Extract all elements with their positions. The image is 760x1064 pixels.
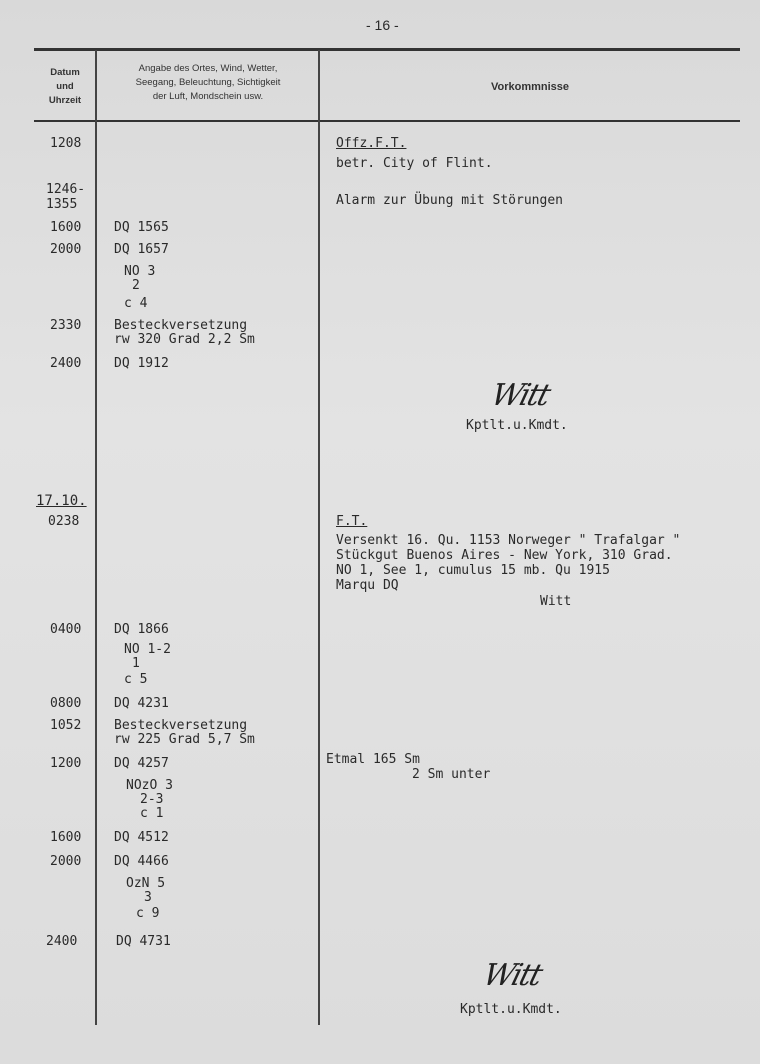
sea-line: 3 — [144, 890, 152, 905]
header-events: Vorkommnisse — [490, 81, 570, 93]
time-2000: 2000 — [50, 242, 82, 257]
time-2400: 2400 — [50, 356, 82, 371]
event-line: Marqu DQ — [336, 578, 399, 593]
date-heading: 17.10. — [36, 493, 87, 509]
header-date-time: Datum und Uhrzeit — [48, 67, 82, 106]
sea-line: 2 — [132, 278, 140, 293]
position-line: DQ 1657 — [114, 242, 169, 257]
cloud-line: c 5 — [124, 672, 148, 687]
event-line: Stückgut Buenos Aires - New York, 310 Grad. — [336, 548, 673, 563]
header-location-weather: Angabe des Ortes, Wind, Wetter, Seegang, Beleuchtung, Sichtigkeit der Luft, Mondschein usw. — [135, 63, 281, 102]
position-line: DQ 4257 — [114, 756, 169, 771]
position-line: Besteckversetzung — [114, 318, 248, 333]
time-1208: 1208 — [50, 136, 82, 151]
position-line: Besteckversetzung — [114, 718, 248, 733]
signature-title: Kptlt.u.Kmdt. — [466, 418, 568, 433]
time-0400: 0400 — [50, 622, 82, 637]
table-top-rule — [34, 48, 740, 51]
event-sign: Witt — [540, 594, 572, 609]
event-line: Etmal 165 Sm — [326, 752, 420, 767]
time-1052: 1052 — [50, 718, 82, 733]
cloud-line: c 4 — [124, 296, 148, 311]
time-1200: 1200 — [50, 756, 82, 771]
sea-line: 1 — [132, 656, 140, 671]
position-line: DQ 4231 — [114, 696, 169, 711]
position-line: DQ 4512 — [114, 830, 169, 845]
page-number: - 16 - — [366, 17, 399, 33]
wind-line: NO 1-2 — [124, 642, 171, 657]
position-line: rw 225 Grad 5,7 Sm — [114, 732, 255, 747]
position-line: DQ 1912 — [114, 356, 169, 371]
time-1600: 1600 — [50, 220, 82, 235]
cloud-line: c 9 — [136, 906, 160, 921]
position-line: DQ 1565 — [114, 220, 169, 235]
signature-title: Kptlt.u.Kmdt. — [460, 1002, 562, 1017]
signature: Witt — [487, 378, 553, 413]
position-line: DQ 4466 — [114, 854, 169, 869]
event-line: 2 Sm unter — [412, 767, 491, 782]
time-0800: 0800 — [50, 696, 82, 711]
time-2400: 2400 — [46, 934, 78, 949]
position-line: DQ 1866 — [114, 622, 169, 637]
event-line: betr. City of Flint. — [336, 156, 493, 171]
time-1246: 1246- 1355 — [46, 182, 86, 212]
time-0238: 0238 — [48, 514, 80, 529]
wind-line: NO 3 — [124, 264, 156, 279]
wind-line: NOzO 3 — [126, 778, 173, 793]
sea-line: 2-3 — [140, 792, 164, 807]
time-2000: 2000 — [50, 854, 82, 869]
signature: Witt — [479, 958, 545, 993]
event-line: NO 1, See 1, cumulus 15 mb. Qu 1915 — [336, 563, 610, 578]
event-line: Offz.F.T. — [336, 136, 407, 151]
table-header-rule — [34, 120, 740, 122]
wind-line: OzN 5 — [126, 876, 166, 891]
time-1600: 1600 — [50, 830, 82, 845]
position-line: DQ 4731 — [116, 934, 171, 949]
event-line: Alarm zur Übung mit Störungen — [336, 193, 563, 208]
position-line: rw 320 Grad 2,2 Sm — [114, 332, 255, 347]
column-divider-2 — [318, 50, 320, 1025]
event-line: Versenkt 16. Qu. 1153 Norweger " Trafalgar " — [336, 533, 681, 548]
event-line: F.T. — [336, 514, 368, 529]
time-2330: 2330 — [50, 318, 82, 333]
cloud-line: c 1 — [140, 806, 164, 821]
column-divider-1 — [95, 50, 97, 1025]
